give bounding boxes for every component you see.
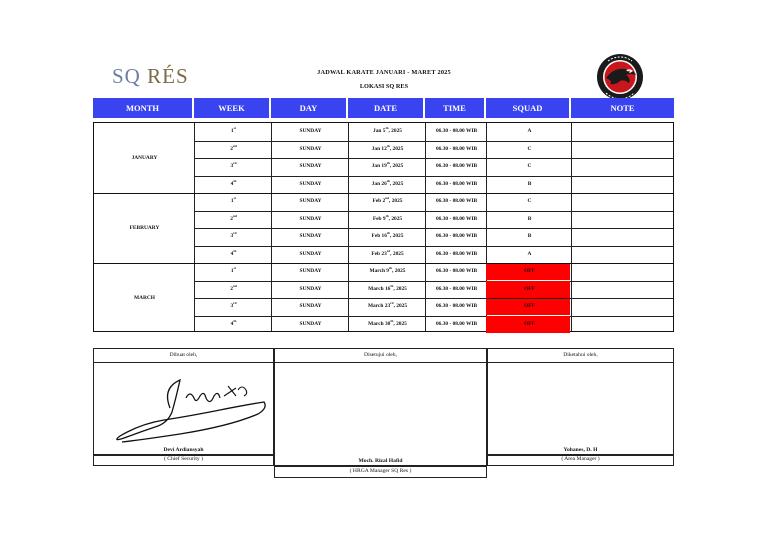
date-cell [349,246,426,264]
day-cell: SUNDAY [299,285,322,292]
note-cell [572,281,675,299]
header-week: WEEK [218,103,245,113]
date-suffix: th [390,283,394,288]
week-number: 1 [230,198,234,204]
week-number: 2 [230,145,233,152]
date-cell [349,298,426,316]
date-year: , 2025 [392,268,406,274]
day-cell: SUNDAY [299,180,322,187]
squad-cell: OFF [524,320,535,327]
date-year: , 2025 [389,145,404,152]
week-number: 3 [230,233,234,239]
date-suffix: th [386,143,390,148]
squad-cell: B [527,215,532,222]
made-by-role: ( Chief Security ) [164,456,203,462]
date-year: , 2025 [390,250,404,257]
time-cell: 06.30 - 08.00 WIB [435,250,478,257]
day-cell: SUNDAY [299,268,322,274]
date-suffix: nd [385,196,390,200]
date-suffix: th [385,213,389,218]
squad-cell: OFF [524,303,535,309]
date-text: March 23 [367,303,391,309]
date-text: Feb 23 [371,250,387,257]
squad-cell: A [527,128,532,134]
date-text: March 16 [368,285,391,292]
date-year: , 2025 [389,163,404,169]
time-cell: 06.30 - 08.00 WIB [435,268,478,274]
time-cell: 06.30 - 08.00 WIB [435,163,478,169]
date-suffix: th [386,231,390,235]
day-cell: SUNDAY [299,250,322,257]
known-by-signature-box [487,362,674,455]
week-suffix: st [233,266,237,270]
week-cell [195,228,272,246]
week-suffix: nd [232,143,237,148]
week-suffix: st [233,196,237,200]
date-cell [349,176,426,194]
date-year: , 2025 [389,198,403,204]
squad-cell: OFF [524,268,535,274]
day-cell: SUNDAY [299,198,322,204]
week-cell [195,176,272,194]
week-number: 4 [230,320,234,327]
date-cell [349,211,426,229]
day-cell: SUNDAY [299,145,322,152]
approved-by-signature-box [274,362,487,466]
date-cell [349,263,426,281]
note-cell [572,228,675,246]
day-cell: SUNDAY [299,128,322,134]
date-cell [349,281,426,299]
approved-by-label: Disetujui oleh, [364,352,397,358]
time-cell: 06.30 - 08.00 WIB [435,215,478,222]
time-cell: 06.30 - 08.00 WIB [435,198,478,204]
header-month: MONTH [125,103,160,113]
date-text: Feb 9 [372,215,386,222]
known-by-label: Diketahui oleh, [563,352,598,358]
month-label: FEBRUARY [129,224,160,231]
week-number: 1 [230,128,234,134]
date-text: Jan 26 [371,180,387,187]
date-text: Jan 5 [373,128,386,134]
header-date: DATE [374,103,397,113]
day-cell: SUNDAY [299,320,322,327]
date-suffix: rd [386,248,391,253]
time-cell: 06.30 - 08.00 WIB [435,233,478,239]
date-text: Feb 16 [371,233,387,239]
karate-seal-icon [596,53,644,101]
date-year: , 2025 [393,303,408,309]
week-number: 3 [230,303,234,309]
week-number: 1 [230,268,234,274]
date-suffix: th [385,126,389,130]
note-cell [572,316,675,334]
time-cell: 06.30 - 08.00 WIB [435,145,478,152]
known-by-name: Yohanes, D. H [563,447,598,453]
week-suffix: rd [233,231,237,235]
time-cell: 06.30 - 08.00 WIB [435,320,478,327]
date-text: Jan 19 [371,163,387,169]
week-cell [195,263,272,281]
day-cell: SUNDAY [299,303,322,309]
date-cell [349,193,426,211]
squad-cell: B [527,233,532,239]
date-suffix: th [386,161,390,165]
logo-text-sq: SQ [112,64,141,88]
note-cell [572,176,675,194]
squad-cell: OFF [524,285,535,292]
date-cell [349,158,426,176]
approved-by-role: ( HRGA Manager SQ Res ) [349,468,412,474]
date-suffix: th [390,318,394,323]
date-year: , 2025 [388,215,403,222]
note-cell [572,123,675,141]
date-cell [349,141,426,159]
known-by-role: ( Area Manager ) [561,456,600,462]
day-cell: SUNDAY [299,233,322,239]
week-cell [195,193,272,211]
document-title: JADWAL KARATE JANUARI - MARET 2025 [317,69,451,76]
week-number: 2 [230,285,233,292]
day-cell: SUNDAY [299,163,322,169]
week-cell [195,316,272,334]
note-cell [572,193,675,211]
header-squad: SQUAD [512,103,543,113]
made-by-name: Devi Ardiansyah [163,447,204,453]
week-cell [195,211,272,229]
time-cell: 06.30 - 08.00 WIB [435,303,478,309]
date-text: March 30 [368,320,391,327]
note-cell [572,141,675,159]
week-cell [195,298,272,316]
week-suffix: rd [233,161,237,165]
date-suffix: th [386,178,390,183]
month-label: MARCH [134,294,155,301]
date-text: Feb 2 [372,198,386,204]
date-cell [349,123,426,141]
time-cell: 06.30 - 08.00 WIB [435,285,478,292]
month-label: JANUARY [131,154,158,161]
squad-cell: C [527,198,532,204]
date-year: , 2025 [389,233,404,239]
squad-cell: C [527,163,532,169]
week-cell [195,123,272,141]
date-cell [349,228,426,246]
week-cell [195,158,272,176]
date-suffix: rd [390,301,394,305]
note-cell [572,246,675,264]
header-day: DAY [299,103,318,113]
week-cell [195,246,272,264]
handwritten-signature [100,368,270,448]
approved-by-name: Moch. Rizal Hafid [358,458,403,464]
week-number: 4 [230,180,234,187]
header-time: TIME [443,103,466,113]
schedule-grid [93,122,674,332]
week-suffix: th [233,248,237,253]
date-text: Jan 12 [371,145,387,152]
squad-cell: A [527,250,532,257]
date-year: , 2025 [388,128,402,134]
note-cell [572,158,675,176]
made-by-label: Dibuat oleh, [169,352,198,358]
time-cell: 06.30 - 08.00 WIB [435,128,478,134]
week-number: 4 [230,250,234,257]
note-cell [572,263,675,281]
date-year: , 2025 [389,180,404,187]
date-year: , 2025 [393,285,407,292]
header-note: NOTE [610,103,635,113]
date-cell [349,316,426,334]
week-cell [195,281,272,299]
week-suffix: nd [232,283,237,288]
time-cell: 06.30 - 08.00 WIB [435,180,478,187]
note-cell [572,298,675,316]
logo-text-res: RÉS [147,64,189,88]
week-number: 3 [230,163,234,169]
week-cell [195,141,272,159]
week-suffix: st [233,126,237,130]
week-suffix: rd [233,301,237,305]
document-location: LOKASI SQ RES [359,83,409,90]
note-cell [572,211,675,229]
week-number: 2 [230,215,233,222]
week-suffix: th [233,318,237,323]
date-suffix: th [389,266,393,270]
squad-cell: C [527,145,532,152]
day-cell: SUNDAY [299,215,322,222]
squad-cell: B [527,180,532,187]
date-year: , 2025 [393,320,407,327]
week-suffix: th [233,178,237,183]
date-text: March 9 [369,268,389,274]
week-suffix: nd [232,213,237,218]
